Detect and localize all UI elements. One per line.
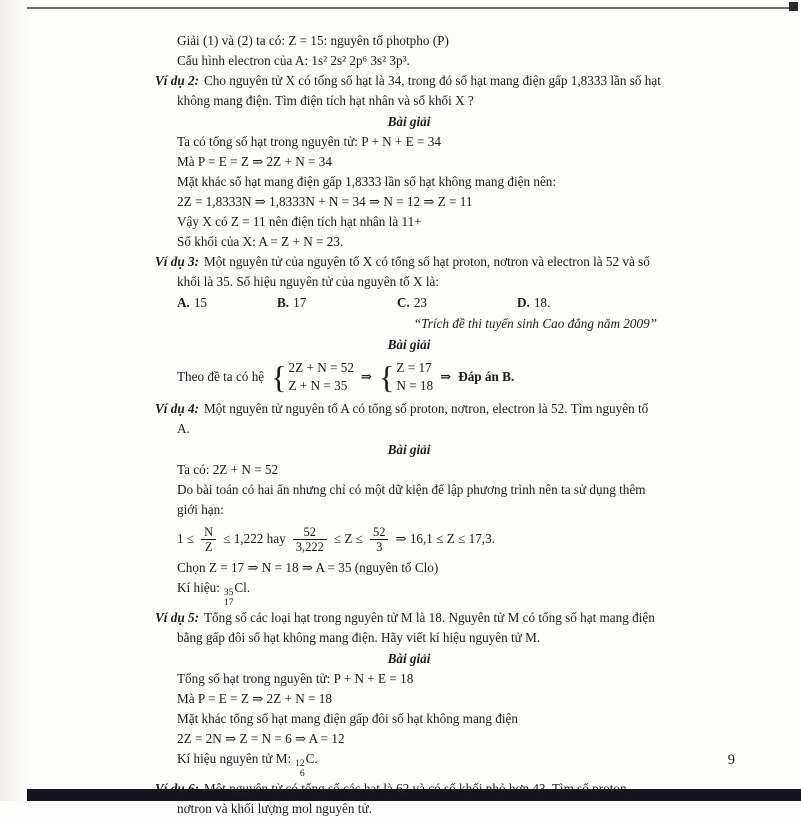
solution-line: 2Z = 2N ⇒ Z = N = 6 ⇒ A = 12	[177, 731, 345, 746]
solution-line: Mà P = E = Z ⇒ 2Z + N = 34	[177, 154, 332, 169]
solution-heading: Bài giải	[387, 114, 431, 129]
final-answer: Đáp án B.	[458, 369, 515, 384]
symbol-prefix: Kí hiệu:	[177, 580, 220, 595]
implies-arrow: ⇒	[360, 369, 373, 384]
mass-number: 35	[223, 588, 234, 598]
nuclide-notation-c	[295, 760, 305, 779]
solution-heading: Bài giải	[387, 651, 431, 666]
fraction-n-over-z: $\frac{N}{Z}$	[201, 525, 216, 554]
symbol-prefix: Kí hiệu nguyên tử M:	[177, 751, 292, 766]
example-3-label: Ví dụ 3:	[155, 254, 199, 269]
element-symbol: C.	[305, 751, 318, 766]
example-3-text: Một nguyên tử của nguyên tố X có tổng số hạt proton, nơtron và electron là 52 và số khối là 35. Số hiệu nguyên tử của nguyên tố X là:	[177, 254, 650, 289]
system2-eq2: N = 18	[396, 378, 434, 393]
system2-eq1: Z = 17	[396, 360, 432, 375]
choice-a-value: 15	[193, 295, 208, 310]
choice-d	[517, 292, 550, 313]
scan-corner-mark	[789, 2, 798, 11]
exam-source-citation: “Trích đề thi tuyển sinh Cao đẳng năm 2009”	[413, 316, 657, 331]
example-6-statement	[155, 779, 663, 819]
solution-heading: Bài giải	[387, 337, 431, 352]
solution-line: 2Z = 1,8333N ⇒ 1,8333N + N = 34 ⇒ N = 12 ⇒ Z = 11	[177, 194, 473, 209]
scan-top-edge-line	[27, 7, 791, 9]
example-4-text: Một nguyên tử nguyên tố A có tổng số proton, nơtron, electron là 52. Tìm nguyên tố A.	[177, 401, 649, 436]
choice-b-key: B.	[277, 295, 290, 310]
example-5-label: Ví dụ 5:	[155, 610, 199, 625]
choice-a	[177, 292, 277, 313]
choice-c-key: C.	[397, 295, 410, 310]
left-brace: {	[379, 359, 395, 395]
solution-line: Chọn Z = 17 ⇒ N = 18 ⇒ A = 35 (nguyên tố Clo)	[177, 560, 439, 575]
example-2-text: Cho nguyên tử X có tổng số hạt là 34, trong đó số hạt mang điện gấp 1,8333 lần số hạt không mang điện. Tìm điện tích hạt nhân và số khối X ?	[177, 73, 661, 108]
ineq-text: ≤ Z ≤	[333, 531, 363, 546]
answer-choices	[177, 292, 663, 313]
implies-arrow: ⇒	[440, 369, 452, 384]
solution-line: Ta có: 2Z + N = 52	[177, 462, 279, 477]
example-4-label: Ví dụ 4:	[155, 401, 199, 416]
page-content	[155, 31, 663, 819]
equation-system-line	[177, 355, 663, 399]
example-6-text: Một nguyên tử có tổng số các hạt là 62 và có số khối nhỏ hơn 43. Tìm số proton, nơtron và khối lượng mol nguyên tử.	[177, 781, 630, 816]
mass-number: 12	[295, 759, 305, 769]
choice-b-value: 17	[293, 295, 307, 310]
solution-line: Vậy X có Z = 11 nên điện tích hạt nhân là 11+	[177, 214, 422, 229]
page-number: 9	[727, 752, 735, 768]
fraction-52-over-3: $\frac{52}{3}$	[370, 525, 389, 554]
electron-config-line: Cấu hình electron của A: 1s² 2s² 2p⁶ 3s² 3p³.	[177, 53, 410, 68]
solution-line: Mặt khác tổng số hạt mang điện gấp đôi số hạt không mang điện	[177, 711, 518, 726]
solution-line: Mà P = E = Z ⇒ 2Z + N = 18	[177, 691, 332, 706]
element-symbol-line	[177, 578, 663, 608]
solution-line: Tổng số hạt trong nguyên tử: P + N + E = 18	[177, 671, 414, 686]
solution-heading: Bài giải	[387, 442, 431, 457]
example-2-statement	[155, 71, 663, 111]
ineq-text: 1 ≤	[177, 531, 195, 546]
choice-c-value: 23	[413, 295, 428, 310]
ineq-text: ⇒ 16,1 ≤ Z ≤ 17,3.	[395, 531, 495, 546]
choice-d-key: D.	[517, 295, 530, 310]
choice-a-key: A.	[177, 295, 190, 310]
atomic-number: 17	[223, 597, 234, 608]
choice-c	[397, 292, 517, 313]
choice-b	[277, 292, 397, 313]
ineq-text: ≤ 1,222 hay	[223, 531, 286, 546]
left-brace: {	[271, 359, 287, 395]
element-symbol: Cl.	[234, 580, 251, 595]
nuclide-notation-cl	[224, 589, 234, 608]
inequality-line	[177, 520, 663, 558]
equation-system-2	[379, 359, 433, 395]
fraction-52-over-3222: $\frac{52}{3,222}$	[293, 525, 327, 554]
element-symbol-line	[177, 749, 663, 779]
system-prefix: Theo đề ta có hệ	[177, 369, 265, 384]
equation-system-1	[271, 359, 354, 395]
example-6-label: Ví dụ 6:	[155, 781, 199, 796]
choice-d-value: 18.	[533, 295, 551, 310]
atomic-number: 6	[299, 768, 305, 779]
solution-line: Ta có tổng số hạt trong nguyên tử: P + N + E = 34	[177, 134, 441, 149]
example-3-statement	[155, 252, 663, 292]
system1-eq2: Z + N = 35	[288, 378, 348, 393]
solution-line: Số khối của X: A = Z + N = 23.	[177, 234, 344, 249]
example-5-text: Tổng số các loại hạt trong nguyên tử M là 18. Nguyên tử M có tổng số hạt mang điện bằng gấp đôi số hạt không mang điện. Hãy viết kí hiệu nguyên tử M.	[177, 610, 655, 645]
example-4-statement	[155, 399, 663, 439]
intro-solution-line: Giải (1) và (2) ta có: Z = 15: nguyên tố photpho (P)	[177, 33, 449, 48]
example-5-statement	[155, 608, 663, 648]
solution-line: Mặt khác số hạt mang điện gấp 1,8333 lần số hạt không mang điện nên:	[177, 174, 557, 189]
solution-line: Do bài toán có hai ẩn nhưng chỉ có một dữ kiện để lập phương trình nên ta sử dụng thêm giới hạn:	[177, 482, 646, 517]
scan-left-edge	[0, 0, 28, 801]
example-2-label: Ví dụ 2:	[155, 73, 199, 88]
system1-eq1: 2Z + N = 52	[288, 360, 354, 375]
